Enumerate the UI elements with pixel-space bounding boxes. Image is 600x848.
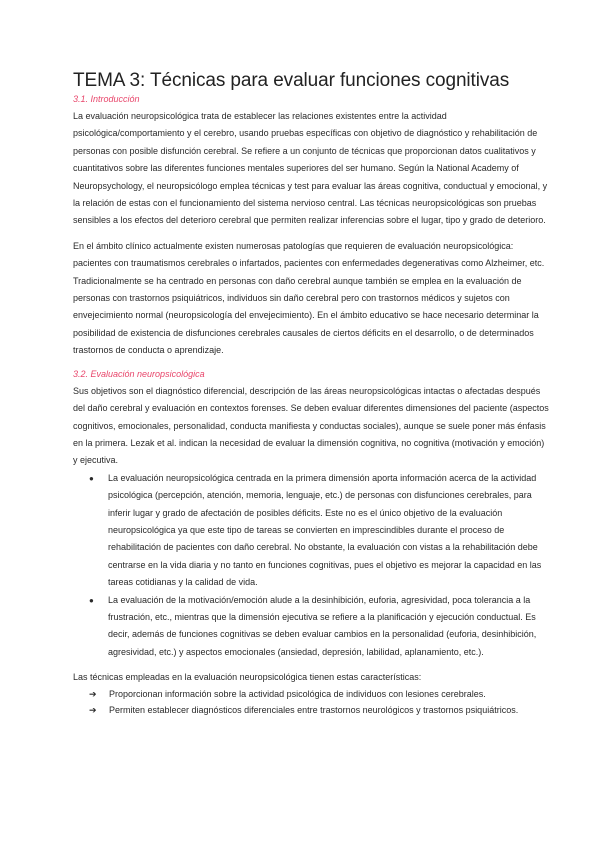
list-item-text: La evaluación de la motivación/emoción alude a la desinhibición, euforia, agresividad, poca tolerancia a la frustración, etc., mientras que la dimensión ejecutiva se refiere a la planificación y ejecución conductual. Es decir, además de funciones cognitivas se deben evaluar cambios en la personalidad (euforia, desinhibición, agresividad, etc.) y aspectos emocionales (ansiedad, depresión, labilidad, aplanamiento, etc.). [108,594,537,657]
arrow-right-icon: ➔ [89,688,97,699]
bullet-icon: ● [89,595,94,605]
list-item [89,703,550,719]
paragraph: La evaluación neuropsicológica trata de establecer las relaciones existentes entre la actividad psicológica/comportamiento y el cerebro, usando pruebas específicas con objetivo de diagnóstico y rehabilitación de personas con posible disfunción cerebral. Se refiere a un conjunto de técnicas que proporcionan datos cualitativos y cuantitativos sobre las diferentes funciones mentales superiores del ser humano. Según la National Academy of Neuropsychology, el neuropsicólogo emplea técnicas y test para evaluar las áreas cognitiva, conductual y emocional, y la relación de estas con el funcionamiento del sistema nervioso central. Las técnicas neuropsicológicas son pruebas sensibles a los efectos del deterioro cerebral que permiten realizar inferencias sobre el lugar, tipo y grado de deterioro. [73,111,548,226]
list-item [89,687,550,703]
bullet-icon: ● [89,473,94,483]
paragraph: Sus objetivos son el diagnóstico diferencial, descripción de las áreas neuropsicológicas intactas o afectadas después del daño cerebral y evaluación en contextos forenses. Se deben evaluar diferentes dimensiones del paciente (aspectos cognitivos, emocionales, personalidad, conducta manifiesta y conductas sociales), aunque se suele poner más énfasis en la primera. Lezak et al. indican la necesidad de evaluar la dimensión cognitiva, no cognitiva (motivación y emoción) y ejecutiva. [73,385,549,466]
bullet-list [73,470,550,661]
list-item [89,592,550,662]
arrow-list [73,687,550,719]
section-heading-evaluation: 3.2. Evaluación neuropsicológica [73,368,205,379]
list-item-text: La evaluación neuropsicológica centrada en la primera dimensión aporta información acerca de la actividad psicológica (percepción, atención, memoria, lenguaje, etc.) de personas con disfunciones cerebrales, para inferir lugar y grado de afectación de posibles déficits. Este no es el único objetivo de la evaluación neuropsicológica ya que este tipo de tareas se convierten en imprescindibles durante el proceso de rehabilitación de pacientes con daño cerebral. No obstante, la evaluación con vistas a la rehabilitación debe centrarse en la vida diaria y no tanto en funciones cognitivas, pues el objetivo es mejorar la capacidad en las tareas cotidianas y la calidad de vida. [108,472,542,588]
list-item-text: Proporcionan información sobre la actividad psicológica de individuos con lesiones cerebrales. [109,688,486,699]
page-title: TEMA 3: Técnicas para evaluar funciones cognitivas [73,70,510,91]
list-item [89,470,550,592]
arrow-right-icon: ➔ [89,705,97,716]
section-heading-intro: 3.1. Introducción [73,94,140,104]
list-item-text: Permiten establecer diagnósticos diferenciales entre trastornos neurológicos y trastornos psiquiátricos. [109,705,519,716]
paragraph: Las técnicas empleadas en la evaluación neuropsicológica tienen estas características: [73,672,422,683]
paragraph: En el ámbito clínico actualmente existen numerosas patologías que requieren de evaluación neuropsicológica: pacientes con traumatismos cerebrales o infartados, pacientes con enfermedades degenerativas como Alzheimer, etc. Tradicionalmente se ha centrado en personas con daño cerebral aunque también se emplea en la evaluación de personas con trastornos psiquiátricos, individuos sin daño cerebral pero con trastornos médicos y sujetos con envejecimiento normal (neuropsicología del envejecimiento). En el ámbito educativo se hace necesario determinar la posibilidad de existencia de disfunciones cerebrales causales de ciertos déficits en el desarrollo, o de determinados trastornos de conducta o aprendizaje. [73,240,545,356]
